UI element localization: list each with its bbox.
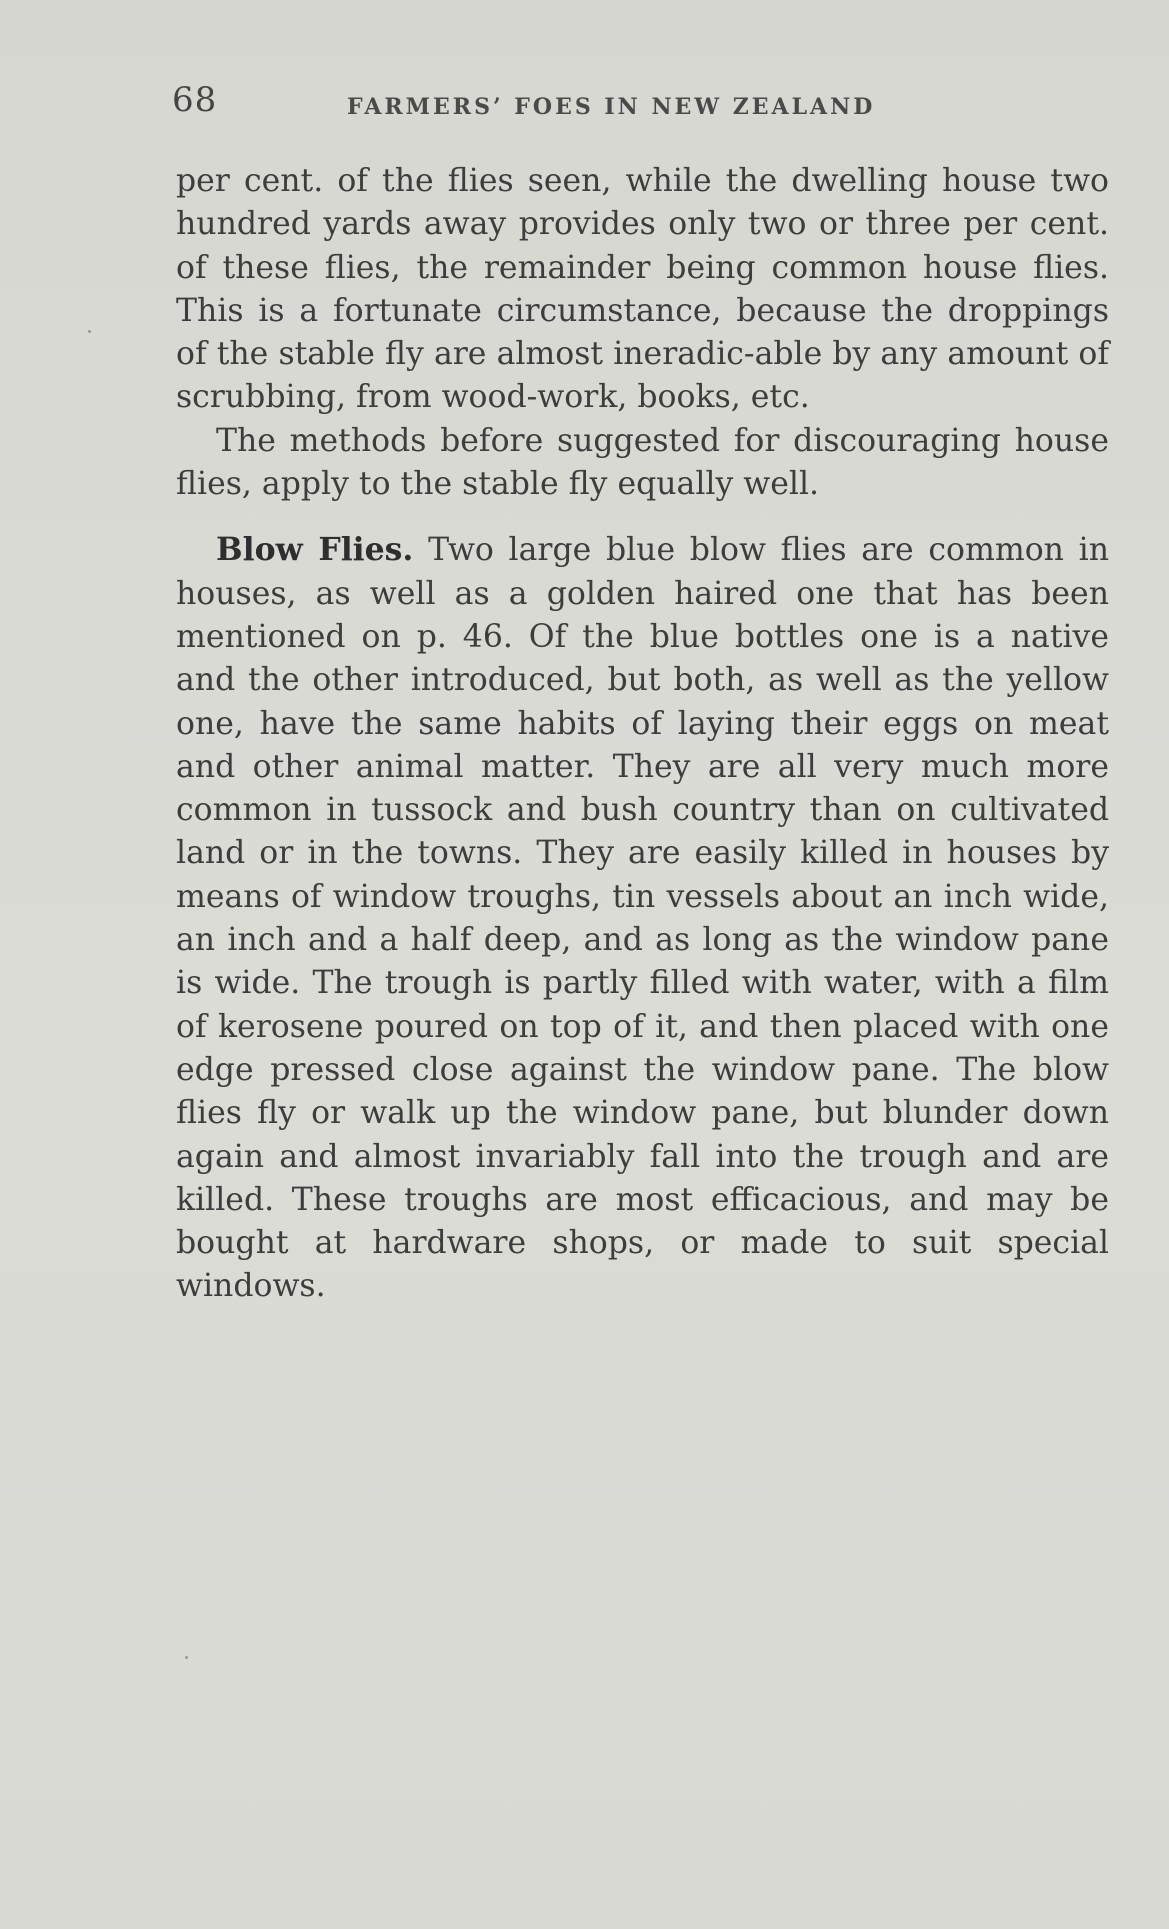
body-text bbox=[176, 160, 1109, 1309]
paragraph-blow-flies-body: Two large blue blow flies are common in houses, as well as a golden haired one that has been mentioned on p. 46. Of the blue bottles one is a native and the other introduced, but both, as well as the yellow one, have the same habits of laying their eggs on meat and other animal matter. They are all very much more common in tussock and bush country than on cultivated land or in the towns. They are easily killed in houses by means of window troughs, tin vessels about an inch wide, an inch and a half deep, and as long as the window pane is wide. The trough is partly filled with water, with a film of kerosene poured on top of it, and then placed with one edge pressed close against the window pane. The blow flies fly or walk up the window pane, but blunder down again and almost invariably fall into the trough and are killed. These troughs are most efficacious, and may be bought at hardware shops, or made to suit special windows. bbox=[176, 532, 1109, 1305]
running-title: FARMERS’ FOES IN NEW ZEALAND bbox=[347, 94, 876, 120]
running-head bbox=[172, 80, 1112, 130]
section-heading-blow-flies: Blow Flies. bbox=[216, 531, 414, 569]
paragraph-methods: The methods before suggested for discouraging house flies, apply to the stable fly equally well. bbox=[176, 422, 1109, 503]
page-number: 68 bbox=[172, 80, 218, 120]
paper-speck bbox=[88, 330, 91, 333]
paper-speck bbox=[185, 1656, 188, 1659]
paragraph-blow-flies bbox=[176, 528, 1109, 1308]
paragraph-stable-fly-continuation: per cent. of the flies seen, while the dwelling house two hundred yards away provides only two or three per cent. of these flies, the remainder being common house flies. This is a fortunate circumstance, because the droppings of the stable fly are almost ineradic-able by any amount of scrubbing, from wood-work, books, etc. bbox=[176, 163, 1109, 416]
